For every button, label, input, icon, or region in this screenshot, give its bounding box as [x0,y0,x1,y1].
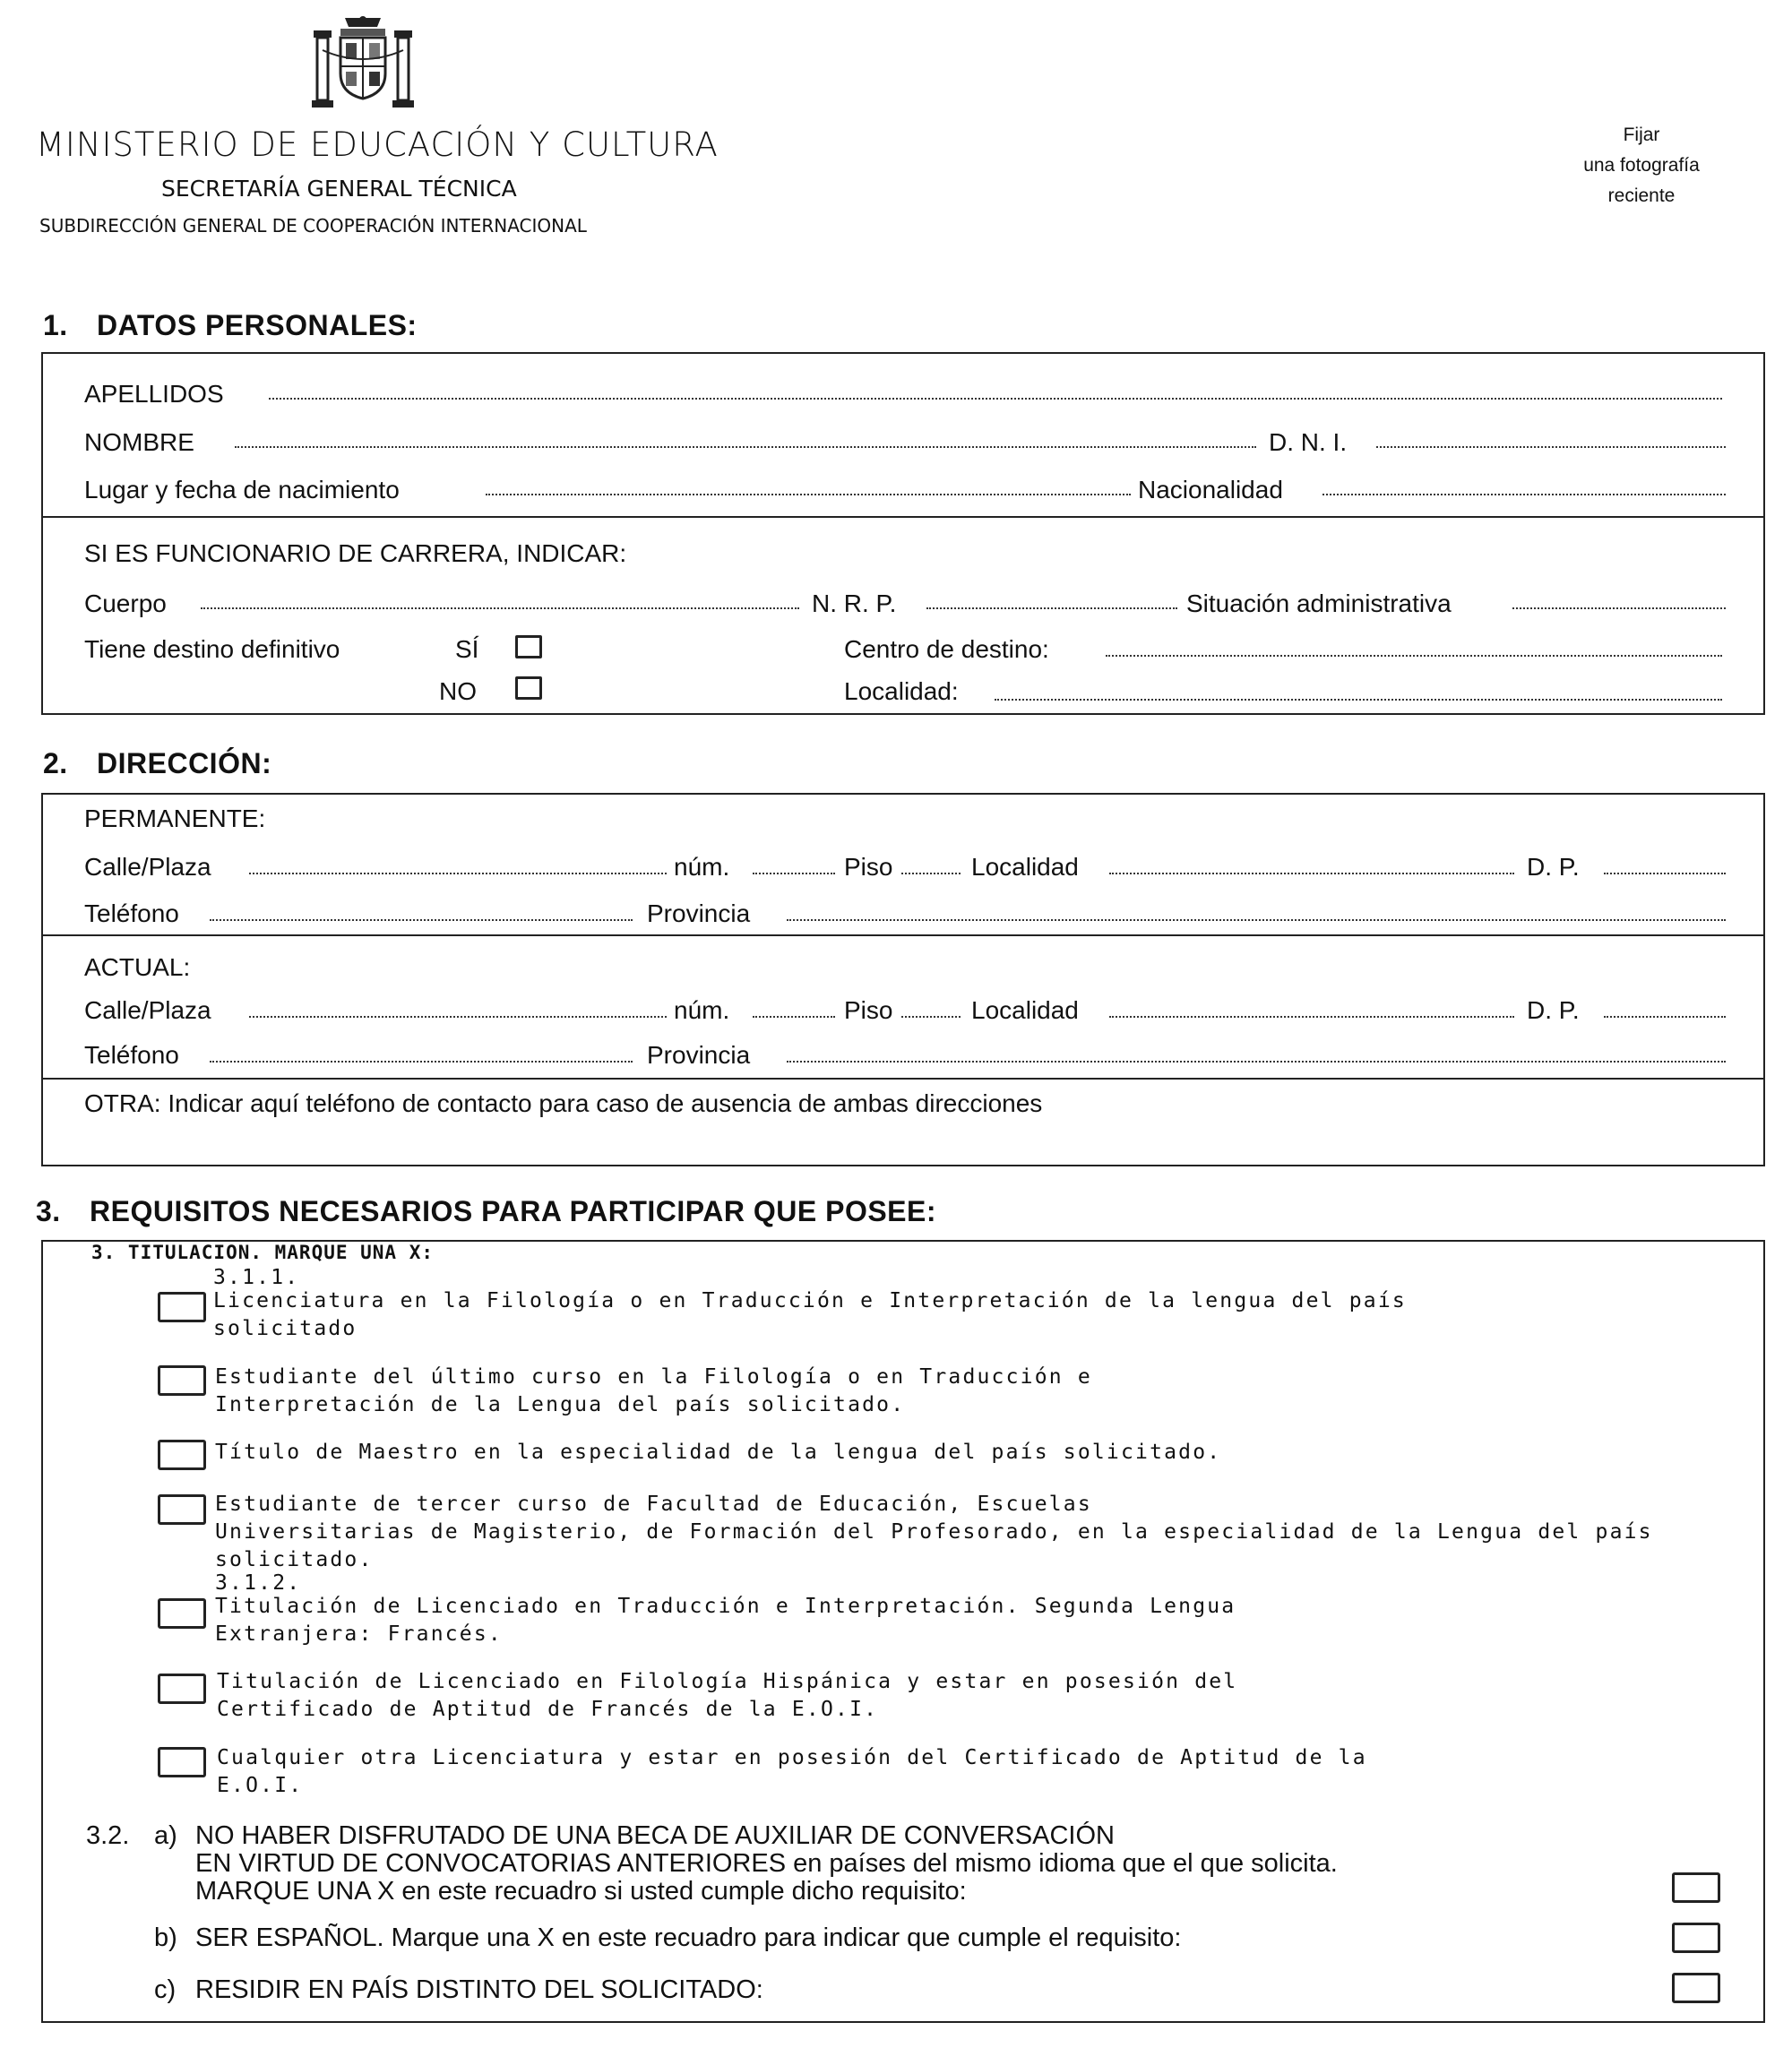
no-label: NO [439,677,477,705]
destino-si-checkbox[interactable] [515,635,542,658]
option-5-checkbox[interactable] [158,1598,206,1629]
req-b-text: SER ESPAÑOL. Marque una X en este recuadro para indicar que cumple el requisito: [195,1923,1182,1952]
destino-definitivo-label: Tiene destino definitivo [84,635,340,663]
nacionalidad-label: Nacionalidad [1138,476,1283,503]
section-title-text: DATOS PERSONALES: [97,309,418,341]
piso-label: Piso [844,853,893,881]
funcionario-heading: SI ES FUNCIONARIO DE CARRERA, INDICAR: [84,539,627,567]
localidad-field[interactable] [1109,1016,1514,1018]
option-1-text: Licenciatura en la Filología o en Traducción e Interpretación de la lengua del país solicitado [213,1289,1407,1340]
ministry-title: MINISTERIO DE EDUCACIÓN Y CULTURA [36,125,719,164]
provincia-field[interactable] [787,1061,1726,1063]
option-6-text: Titulación de Licenciado en Filología Hispánica y estar en posesión del Certificado de Aptitud de Francés de la E.O.I. [217,1670,1238,1721]
telefono-field[interactable] [210,919,633,921]
otra-label: OTRA: Indicar aquí teléfono de contacto para caso de ausencia de ambas direcciones [84,1089,1043,1117]
telefono-label: Teléfono [84,1041,179,1069]
option-4-text: Estudiante de tercer curso de Facultad de Educación, Escuelas Universitarias de Magisterio, de Formación del Profesorado, en la especialidad de la Lengua del país solicitado. [215,1493,1653,1571]
nrp-field[interactable] [926,607,1177,609]
apellidos-label: APELLIDOS [84,380,224,408]
subdireccion-subtitle: SUBDIRECCIÓN GENERAL DE COOPERACIÓN INTERNACIONAL [39,215,587,237]
option-1-checkbox[interactable] [158,1292,206,1322]
piso-label: Piso [844,996,893,1024]
photo-placeholder[interactable] [1559,120,1724,211]
num-label: núm. [674,853,730,881]
option-3-checkbox[interactable] [158,1440,206,1470]
option-6-checkbox[interactable] [158,1674,206,1704]
lugar-fecha-field[interactable] [486,494,1131,495]
option-7-text: Cualquier otra Licenciatura y estar en posesión del Certificado de Aptitud de la E.O.I. [217,1746,1367,1797]
photo-note-line: Fijar [1623,125,1660,145]
num-label: núm. [674,996,730,1024]
req-c-checkbox[interactable] [1672,1973,1720,2003]
nombre-field[interactable] [235,446,1256,448]
cuerpo-label: Cuerpo [84,589,167,617]
section-number: 2. [43,747,68,779]
situacion-field[interactable] [1512,607,1726,609]
photo-note-line: una fotografía [1583,155,1700,176]
subsection-311: 3.1.1. [213,1266,300,1289]
dp-field[interactable] [1604,1016,1726,1018]
dp-label: D. P. [1527,996,1580,1024]
req-32-number: 3.2. [86,1821,130,1850]
centro-destino-label: Centro de destino: [844,635,1049,663]
cuerpo-field[interactable] [201,607,799,609]
localidad-field[interactable] [1109,873,1514,874]
dp-field[interactable] [1604,873,1726,874]
divider [41,516,1765,518]
req-b-checkbox[interactable] [1672,1923,1720,1953]
nombre-label: NOMBRE [84,428,194,456]
piso-field[interactable] [901,1016,961,1018]
dni-label: D. N. I. [1269,428,1348,456]
apellidos-field[interactable] [269,398,1722,400]
otra-field[interactable] [84,1125,1726,1157]
photo-note-line: reciente [1607,185,1676,206]
divider [41,934,1765,936]
req-c-text: RESIDIR EN PAÍS DISTINTO DEL SOLICITADO: [195,1975,763,2004]
nrp-label: N. R. P. [812,589,897,617]
telefono-field[interactable] [210,1061,633,1063]
destino-no-checkbox[interactable] [515,676,542,700]
option-5-text: Titulación de Licenciado en Traducción e Interpretación. Segunda Lengua Extranjera: Francés. [215,1595,1236,1646]
num-field[interactable] [753,873,835,874]
section-3-title [36,1195,936,1228]
localidad-label: Localidad [971,853,1079,881]
calle-field[interactable] [249,873,667,874]
localidad-field[interactable] [995,699,1722,701]
divider [41,2021,1765,2023]
num-field[interactable] [753,1016,835,1018]
option-4-checkbox[interactable] [158,1494,206,1525]
dp-label: D. P. [1527,853,1580,881]
nacionalidad-field[interactable] [1322,494,1726,495]
subsection-312: 3.1.2. [215,1571,302,1595]
secretaria-subtitle: SECRETARÍA GENERAL TÉCNICA [161,176,517,202]
option-7-checkbox[interactable] [158,1747,206,1777]
permanente-heading: PERMANENTE: [84,805,266,832]
option-2-checkbox[interactable] [158,1365,206,1396]
req-a-letter: a) [154,1821,177,1850]
lugar-fecha-label: Lugar y fecha de nacimiento [84,476,400,503]
titulacion-header: 3. TITULACION. MARQUE UNA X: [91,1242,435,1263]
req-a-checkbox[interactable] [1672,1872,1720,1903]
telefono-label: Teléfono [84,899,179,927]
actual-heading: ACTUAL: [84,953,191,981]
option-3-text: Título de Maestro en la especialidad de la lengua del país solicitado. [215,1441,1222,1464]
calle-label: Calle/Plaza [84,996,211,1024]
section-title-text: DIRECCIÓN: [97,747,272,779]
section-number: 1. [43,309,68,341]
req-a-text: NO HABER DISFRUTADO DE UNA BECA DE AUXILIAR DE CONVERSACIÓN EN VIRTUD DE CONVOCATORIAS ANTERIORES en países del mismo idioma que el que solicita. MARQUE UNA X en este recuadro si usted cumple dicho requisito: [195,1821,1338,1906]
req-b-letter: b) [154,1923,177,1952]
situacion-label: Situación administrativa [1186,589,1452,617]
provincia-field[interactable] [787,919,1726,921]
coat-of-arms-emblem [305,14,421,113]
provincia-label: Provincia [647,1041,751,1069]
req-c-letter: c) [154,1975,177,2004]
localidad-label: Localidad [971,996,1079,1024]
provincia-label: Provincia [647,899,751,927]
section-title-text: REQUISITOS NECESARIOS PARA PARTICIPAR QUE POSEE: [90,1195,937,1227]
section-number: 3. [36,1195,61,1227]
section-2-title [43,747,271,780]
divider [41,1078,1765,1080]
calle-label: Calle/Plaza [84,853,211,881]
section-1-title [43,309,418,342]
dni-field[interactable] [1376,446,1726,448]
calle-field[interactable] [249,1016,667,1018]
piso-field[interactable] [901,873,961,874]
si-label: SÍ [455,635,479,663]
option-2-text: Estudiante del último curso en la Filología o en Traducción e Interpretación de la Lengua del país solicitado. [215,1365,1092,1416]
localidad-label: Localidad: [844,677,959,705]
centro-destino-field[interactable] [1106,655,1722,657]
